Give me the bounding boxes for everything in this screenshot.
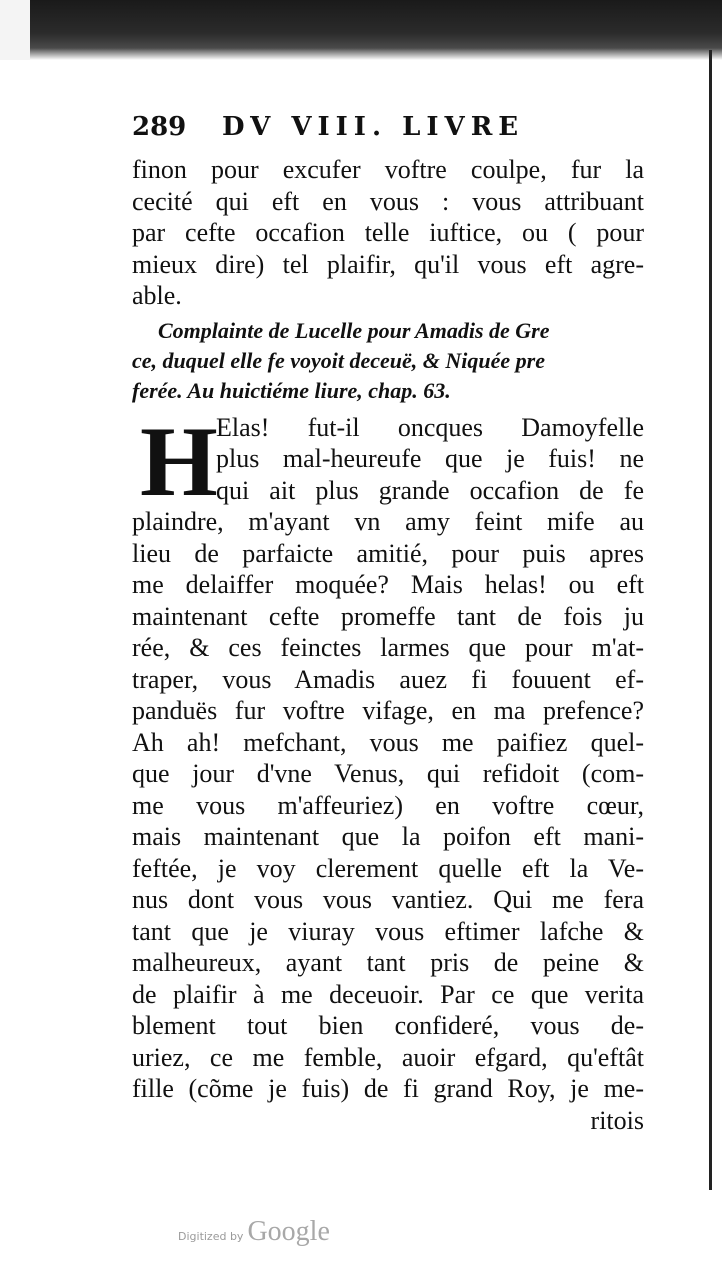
- text-line: panduës fur voftre vifage, en ma prefence?: [132, 696, 644, 725]
- digitized-label: Digitized by: [178, 1230, 244, 1243]
- text-line: plus mal-heureufe que je fuis! ne: [216, 444, 644, 473]
- rubric-line: ferée. Au huictiéme liure, chap. 63.: [132, 377, 451, 403]
- page-number: 289: [132, 112, 187, 142]
- drop-cap-initial: H: [140, 405, 218, 517]
- text-line: tant que je viuray vous eftimer lafche &: [132, 916, 644, 946]
- text-line: rée, & ces feinctes larmes que pour m'at-: [132, 633, 644, 662]
- text-line: cecité qui eft en vous : vous attribuant: [132, 186, 644, 216]
- text-line: traper, vous Amadis auez fi fouuent ef-: [132, 664, 644, 694]
- text-line: plaindre, m'ayant vn amy feint mife au: [132, 507, 644, 536]
- chapter-rubric: [132, 316, 644, 406]
- text-line: nus dont vous vous vantiez. Qui me fera: [132, 885, 644, 914]
- running-title: DV VIII. LIVRE: [222, 112, 525, 142]
- text-line: maintenant cefte promeffe tant de fois ju: [132, 601, 644, 631]
- rubric-line: Complainte de Lucelle pour Amadis de Gre: [158, 317, 550, 343]
- text-line: blement tout bien confideré, vous de-: [132, 1011, 644, 1040]
- book-page: [132, 112, 644, 1136]
- text-line: me delaiffer moquée? Mais helas! ou eft: [132, 570, 644, 599]
- text-line: feftée, je voy clerement quelle eft la Ve-: [132, 853, 644, 883]
- scan-torn-corner: [0, 0, 30, 60]
- page-edge-line: [709, 50, 712, 1190]
- text-line: qui ait plus grande occafion de fe: [216, 475, 644, 505]
- digitization-watermark: [178, 1216, 330, 1248]
- text-line: mais maintenant que la poifon eft mani-: [132, 822, 644, 851]
- text-line: finon pour excufer voftre coulpe, fur la: [132, 155, 644, 184]
- text-line: malheureux, ayant tant pris de peine &: [132, 948, 644, 977]
- text-line: par cefte occafion telle iuftice, ou ( pour: [132, 218, 644, 247]
- complaint-body: [132, 506, 644, 1136]
- text-line: lieu de parfaicte amitié, pour puis apres: [132, 538, 644, 568]
- text-line: que jour d'vne Venus, qui refidoit (com-: [132, 759, 644, 788]
- text-line: Elas! fut-il oncques Damoyfelle: [216, 412, 644, 442]
- google-brand: Google: [247, 1216, 330, 1247]
- complaint-opening: [132, 405, 644, 517]
- catchword: ritois: [590, 1105, 644, 1135]
- rubric-line: ce, duquel elle fe voyoit deceuë, & Niquée pre: [132, 347, 545, 373]
- running-header: [132, 112, 644, 154]
- text-line: uriez, ce me femble, auoir efgard, qu'eftât: [132, 1042, 644, 1072]
- text-line: me vous m'affeuriez) en voftre cœur,: [132, 790, 644, 820]
- scan-top-shadow: [0, 0, 722, 60]
- text-line: de plaifir à me deceuoir. Par ce que verita: [132, 979, 644, 1009]
- text-line: fille (cõme je fuis) de fi grand Roy, je me-: [132, 1074, 644, 1103]
- text-line: mieux dire) tel plaifir, qu'il vous eft agre-: [132, 249, 644, 279]
- text-line: Ah ah! mefchant, vous me paifiez quel-: [132, 727, 644, 757]
- intro-paragraph: [132, 154, 644, 312]
- text-line: able.: [132, 281, 182, 310]
